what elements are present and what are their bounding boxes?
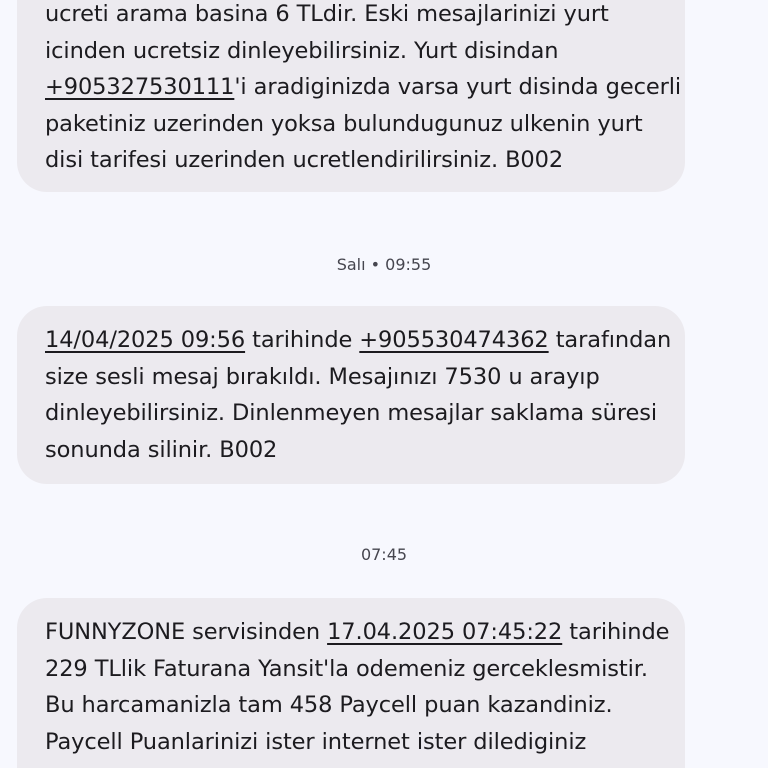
message-text-line: disi tarifesi uzerinden ucretlendirilirsiniz. B002 — [45, 147, 564, 173]
message-text-line — [45, 614, 670, 651]
message-text-line: size sesli mesaj bırakıldı. Mesajınızı 7530 u arayıp — [45, 363, 600, 390]
message-text-segment: tarafından — [548, 327, 672, 353]
timestamp-separator: 07:45 — [360, 545, 408, 564]
message-text-line: paketiniz uzerinden yoksa bulundugunuz ulkenin yurt — [45, 110, 643, 137]
date-link[interactable]: 17.04.2025 07:45:22 — [327, 619, 563, 645]
message-bubble[interactable] — [17, 0, 685, 192]
message-text-line: sonunda silinir. B002 — [45, 436, 278, 463]
message-bubble[interactable] — [17, 306, 685, 484]
message-text-segment: 'i aradiginizda varsa yurt disinda gecerli — [234, 74, 682, 100]
phone-number-link[interactable]: +905327530111 — [45, 74, 235, 100]
message-bubble[interactable] — [17, 598, 685, 768]
phone-number-link[interactable]: +905530474362 — [359, 327, 549, 353]
message-text-line: Bu harcamanizla tam 458 Paycell puan kazandiniz. — [45, 692, 613, 718]
message-text-line: ucreti arama basina 6 TLdir. Eski mesajlarinizi yurt — [45, 1, 609, 27]
date-link[interactable]: 14/04/2025 09:56 — [45, 327, 246, 353]
message-text-line: dinleyebilirsiniz. Dinlenmeyen mesajlar saklama süresi — [45, 400, 658, 426]
message-text-line: 229 TLlik Faturana Yansit'la odemeniz gerceklesmistir. — [45, 655, 648, 682]
message-text-segment: tarihinde — [245, 327, 360, 353]
message-text-line: icinden ucretsiz dinleyebilirsiniz. Yurt disindan — [45, 37, 559, 64]
message-text-line: Paycell Puanlarinizi ister internet ister dilediginiz — [45, 728, 587, 755]
message-text-segment: FUNNYZONE servisinden — [45, 619, 328, 645]
message-text-segment: tarihinde — [562, 619, 670, 645]
message-text-line — [45, 322, 672, 359]
message-text-line — [45, 69, 682, 106]
timestamp-separator: Salı • 09:55 — [336, 255, 432, 274]
